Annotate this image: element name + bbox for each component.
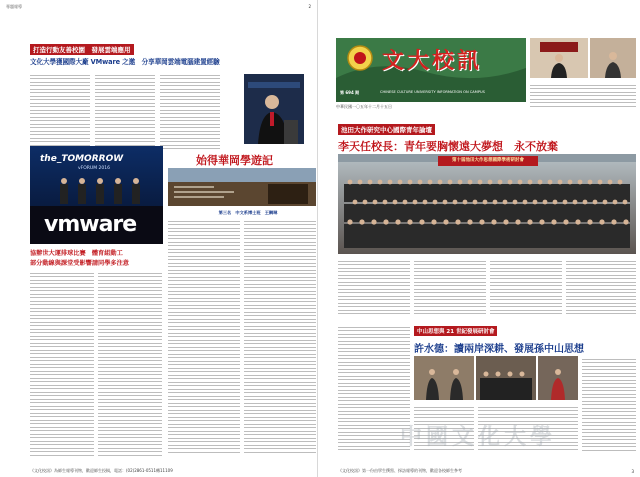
sun-photo-3 xyxy=(538,356,578,400)
sun-text-col-2 xyxy=(582,356,636,456)
sports-title-2: 部分動線與課堂受影響請同學多注意 xyxy=(30,260,129,267)
sun-title: 許水德：讀兩岸深耕、發展孫中山思想 xyxy=(414,344,584,355)
stage-text-tomorrow: the_TOMORROW xyxy=(40,154,124,164)
essay-text-col-2 xyxy=(244,218,316,453)
footer-left: 《文化校訊》為師生報導刊物，歡迎師生投稿，電話：(02)2861-0511轉11109 xyxy=(30,468,173,473)
page-number-right: 3 xyxy=(631,469,634,474)
article-text-col-3 xyxy=(160,72,220,152)
footer-right: 《文化校訊》第一份由學生撰寫、採訪報導的刊物，歡迎各校師生參考 xyxy=(338,468,462,473)
masthead-info: 中華民國一〇五年十二月十五日 xyxy=(336,104,392,109)
sports-text-col-2 xyxy=(98,270,162,458)
vmware-logo: vmware xyxy=(44,212,137,237)
article-text-col-2 xyxy=(95,72,155,152)
top-photo-2 xyxy=(590,38,636,78)
sun-banner: 中山思想與 21 世紀發展研討會 xyxy=(414,326,497,336)
section-label: 專題報導 xyxy=(6,4,22,9)
essay-caption: 第三名 中文系博士班 王鋼琳 xyxy=(218,210,278,215)
group-photo xyxy=(338,154,636,254)
forum-sign: 第十屆池田大作思想國際學術研討會 xyxy=(452,158,524,163)
main-title: 李天任校長：青年要胸懷遠大夢想 永不放棄 xyxy=(338,140,558,153)
forum-text-col-3 xyxy=(490,258,562,318)
article-text-col-1 xyxy=(30,72,90,152)
left-page xyxy=(0,0,318,477)
page-number-left: 2 xyxy=(308,4,311,9)
stage-text-vforum: vFORUM 2016 xyxy=(78,166,110,171)
masthead xyxy=(336,38,526,102)
forum-text-col-2 xyxy=(414,258,486,318)
forum-text-col-1 xyxy=(338,258,410,318)
sun-photo-1 xyxy=(414,356,474,400)
masthead-title: 文大校訊 xyxy=(382,49,483,74)
masthead-contact xyxy=(530,82,636,108)
article-title: 文化大學獲國際大廠 VMware 之邀 分享華岡雲端電腦建置經驗 xyxy=(30,58,220,66)
banner-left: 打造行動友善校園 發展雲端應用 xyxy=(30,44,134,55)
sun-photo-2 xyxy=(476,356,536,400)
vforum-stage-photo xyxy=(30,146,163,244)
essay-photo xyxy=(168,168,316,206)
watermark: 中國文化大學 xyxy=(400,425,557,450)
right-page xyxy=(320,0,640,477)
issue-label: 第 694 期 xyxy=(340,90,360,95)
essay-title: 始得華岡學遊記 xyxy=(196,154,273,167)
essay-text-col-1 xyxy=(168,218,240,453)
masthead-subtitle: CHINESE CULTURE UNIVERSITY INFORMATION ON CAMPUS xyxy=(380,90,485,94)
banner-right: 池田大作研究中心國際青年論壇 xyxy=(338,124,435,135)
top-photo-1 xyxy=(530,38,588,78)
sports-title-1: 協辦世大運排球比賽 體育組動工 xyxy=(30,250,123,257)
forum-text-col-4 xyxy=(566,258,636,318)
sports-text-col-1 xyxy=(30,270,94,458)
speaker-photo xyxy=(244,74,304,144)
